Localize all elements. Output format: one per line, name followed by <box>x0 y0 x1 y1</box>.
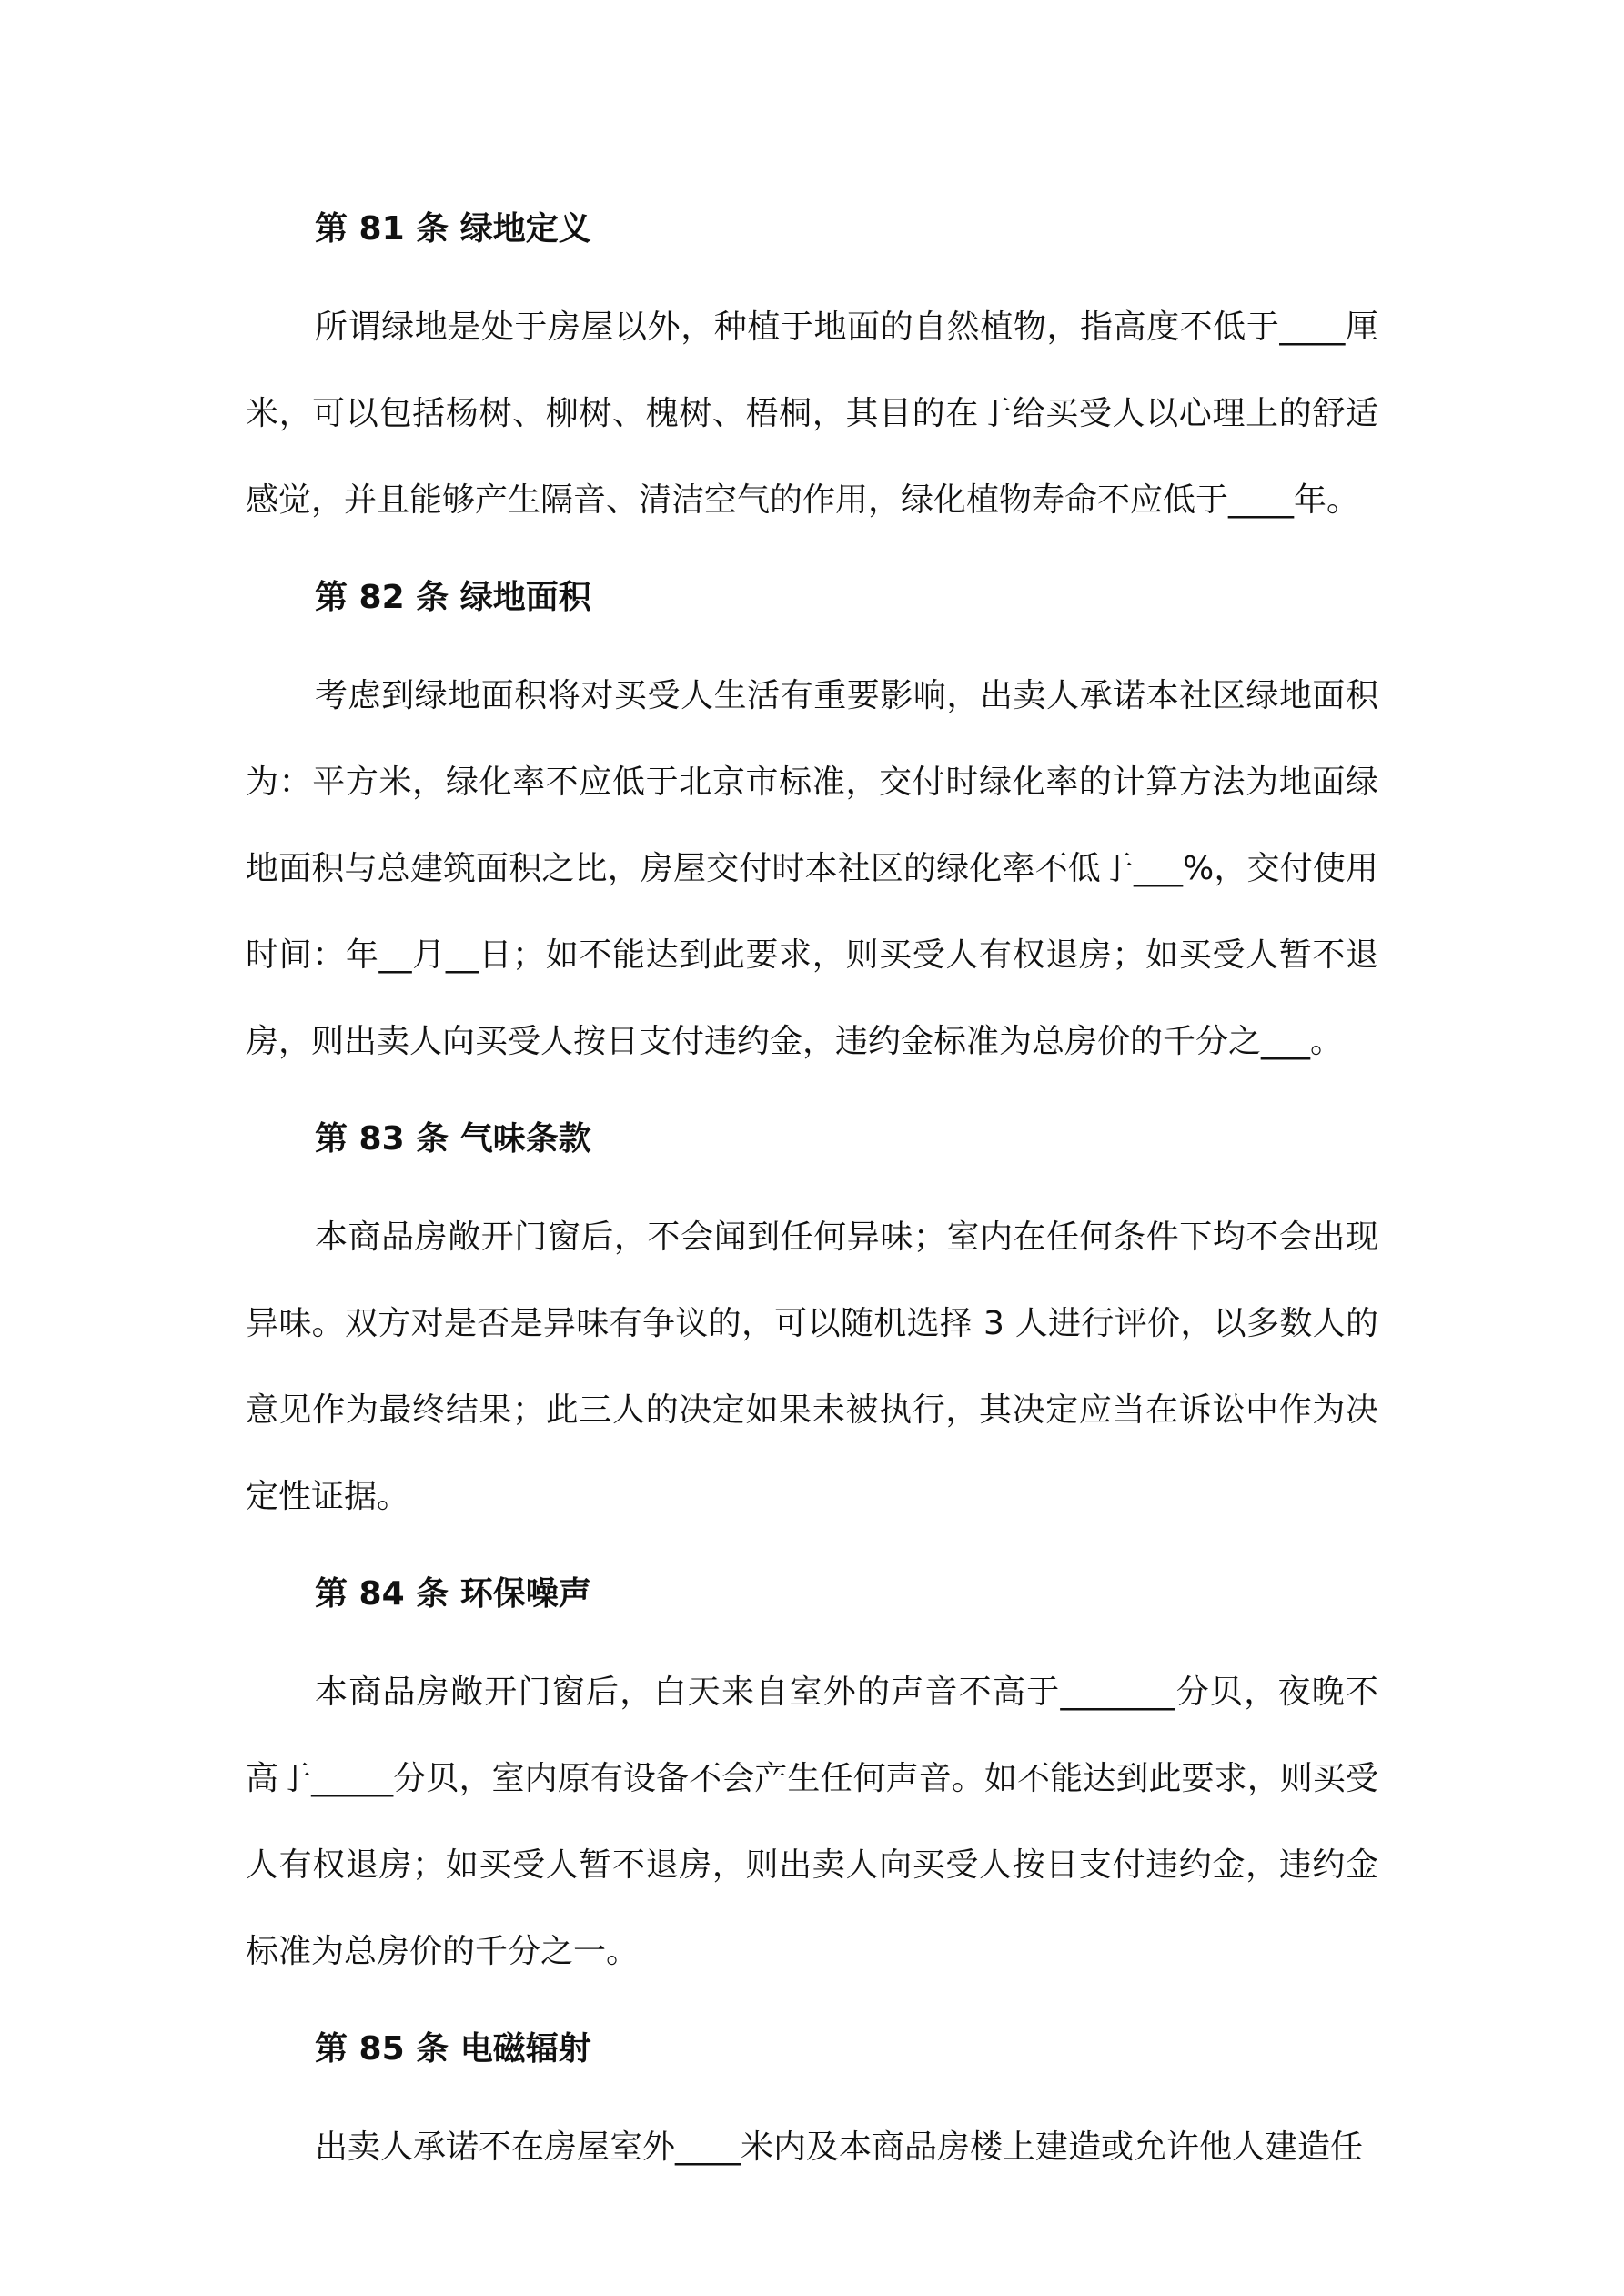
article-84-heading: 第 84 条 环保噪声 <box>315 1575 591 1613</box>
article-83-body: 本商品房敞开门窗后，不会闻到任何异味；室内在任何条件下均不会出现异味。双方对是否是异味有争议的，可以随机选择 3 人进行评价，以多数人的意见作为最终结果；此三人的决定如果未被执行，其决定应当在诉讼中作为决定性证据。 <box>246 1219 1378 1515</box>
article-85-body: 出卖人承诺不在房屋室外____米内及本商品房楼上建造或允许他人建造任 <box>315 2129 1364 2166</box>
article-82-heading: 第 82 条 绿地面积 <box>315 579 591 616</box>
article-81-heading: 第 81 条 绿地定义 <box>315 210 591 248</box>
document-content <box>246 207 1378 2190</box>
article-84-body: 本商品房敞开门窗后，白天来自室外的声音不高于_______分贝，夜晚不高于_____分贝，室内原有设备不会产生任何声音。如不能达到此要求，则买受人有权退房；如买受人暂不退房，则出卖人向买受人按日支付违约金，违约金标准为总房价的千分之一。 <box>246 1674 1378 1970</box>
article-83-heading: 第 83 条 气味条款 <box>315 1120 591 1158</box>
article-85-heading: 第 85 条 电磁辐射 <box>315 2030 591 2068</box>
article-82-body: 考虑到绿地面积将对买受人生活有重要影响，出卖人承诺本社区绿地面积为：平方米，绿化率不应低于北京市标准，交付时绿化率的计算方法为地面绿地面积与总建筑面积之比，房屋交付时本社区的绿化率不低于___%，交付使用时间：年__月__日；如不能达到此要求，则买受人有权退房；如买受人暂不退房，则出卖人向买受人按日支付违约金，违约金标准为总房价的千分之___。 <box>246 677 1378 1060</box>
article-81-body: 所谓绿地是处于房屋以外，种植于地面的自然植物，指高度不低于____厘米，可以包括杨树、柳树、槐树、梧桐，其目的在于给买受人以心理上的舒适感觉，并且能够产生隔音、清洁空气的作用，绿化植物寿命不应低于____年。 <box>246 308 1378 519</box>
